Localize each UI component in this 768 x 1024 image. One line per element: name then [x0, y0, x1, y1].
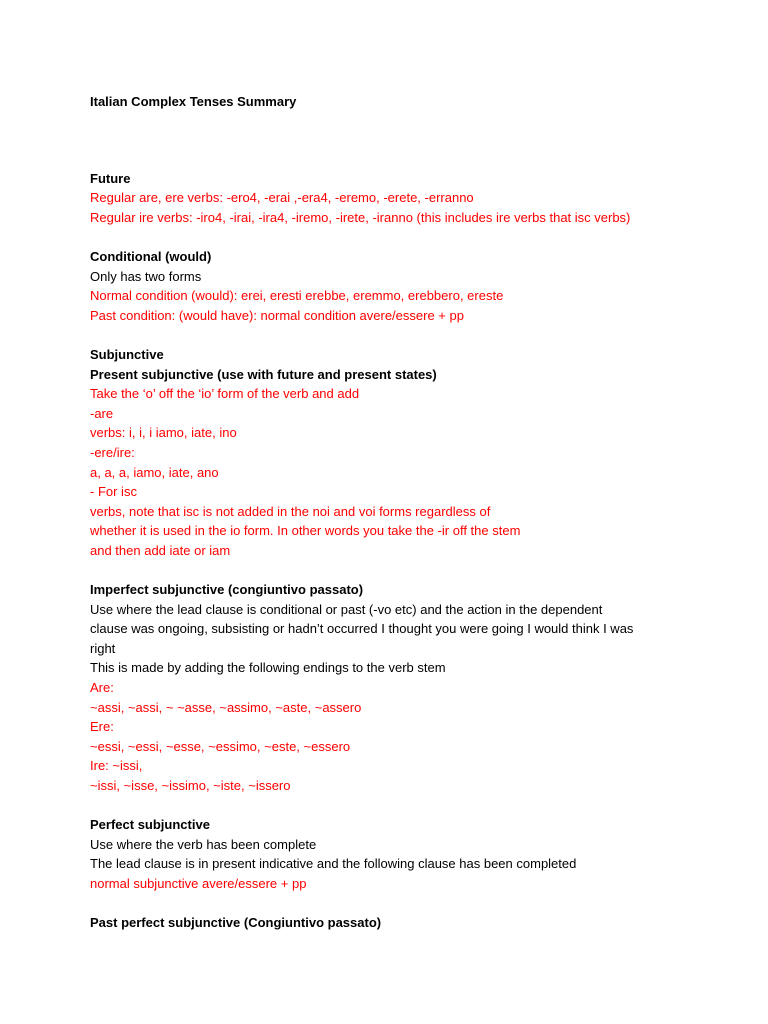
- text-line: and then add iate or iam: [90, 542, 231, 558]
- spacer: [90, 325, 690, 345]
- text-line: -ere/ire:: [90, 444, 135, 460]
- section-heading: Future: [90, 170, 131, 186]
- text-line: verbs: i, i, i iamo, iate, ino: [90, 425, 237, 441]
- document-page: [90, 92, 690, 933]
- text-line: right: [90, 640, 116, 656]
- section-heading: Past perfect subjunctive (Congiuntivo passato): [90, 915, 382, 931]
- text-line: Are:: [90, 680, 114, 696]
- text-line: clause was ongoing, subsisting or hadn’t occurred I thought you were going I would think I was: [90, 621, 634, 637]
- section-heading: Subjunctive: [90, 346, 164, 362]
- section-heading: Imperfect subjunctive (congiuntivo passato): [90, 582, 364, 598]
- text-line: ~issi, ~isse, ~issimo, ~iste, ~issero: [90, 778, 291, 793]
- text-line: Only has two forms: [90, 268, 202, 284]
- text-line: Regular ire verbs: -iro4, -irai, -ira4, -iremo, -irete, -iranno (this includes ire verbs that isc verbs): [90, 209, 631, 225]
- subsection-heading: Present subjunctive (use with future and present states): [90, 366, 437, 382]
- section-heading: Conditional (would): [90, 248, 212, 264]
- text-line: ~assi, ~assi, ~ ~asse, ~assimo, ~aste, ~assero: [90, 699, 362, 715]
- text-line: a, a, a, iamo, iate, ano: [90, 464, 219, 480]
- text-line: Use where the lead clause is conditional or past (-vo etc) and the action in the dependent: [90, 601, 603, 617]
- text-line: Ire: ~issi,: [90, 758, 143, 774]
- text-line: normal subjunctive avere/essere + pp: [90, 875, 307, 891]
- spacer: [90, 560, 690, 580]
- text-line: Take the ‘o’ off the ‘io’ form of the verb and add: [90, 386, 360, 402]
- text-line: ~essi, ~essi, ~esse, ~essimo, ~este, ~essero: [90, 738, 351, 754]
- text-line: Normal condition (would): erei, eresti erebbe, eremmo, erebbero, ereste: [90, 288, 504, 304]
- text-line: Past condition: (would have): normal condition avere/essere + pp: [90, 307, 464, 323]
- text-line: -are: [90, 405, 114, 421]
- text-line: Use where the verb has been complete: [90, 836, 317, 852]
- section-heading: Perfect subjunctive: [90, 817, 210, 833]
- document-title: Italian Complex Tenses Summary: [90, 94, 297, 109]
- text-line: Regular are, ere verbs: -ero4, -erai ,-era4, -eremo, -erete, -erranno: [90, 190, 474, 206]
- text-line: Ere:: [90, 719, 114, 735]
- spacer: [90, 227, 690, 247]
- text-line: verbs, note that isc is not added in the noi and voi forms regardless of: [90, 503, 491, 519]
- text-line: This is made by adding the following endings to the verb stem: [90, 660, 446, 676]
- spacer: [90, 112, 690, 169]
- text-line: whether it is used in the io form. In other words you take the -ir off the stem: [90, 523, 521, 539]
- text-line: - For isc: [90, 484, 137, 500]
- spacer: [90, 894, 690, 914]
- text-line: The lead clause is in present indicative and the following clause has been completed: [90, 856, 577, 872]
- spacer: [90, 796, 690, 816]
- document-sections: [90, 169, 690, 933]
